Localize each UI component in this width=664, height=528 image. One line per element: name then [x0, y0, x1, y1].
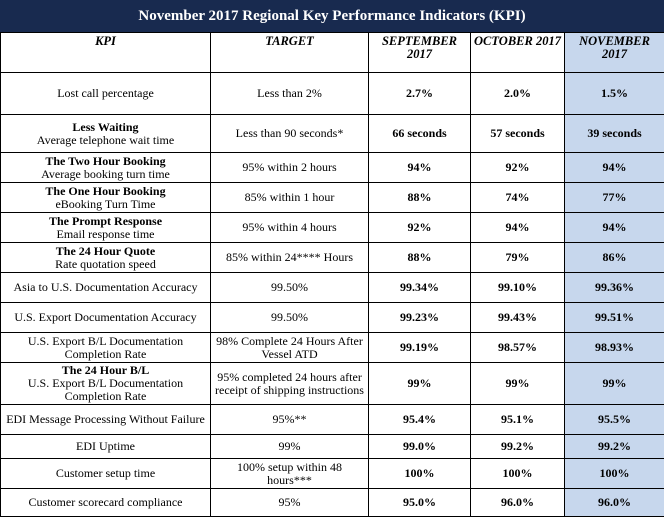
- kpi-title: Less Waiting: [72, 119, 139, 134]
- november-cell: 39 seconds: [565, 115, 664, 153]
- kpi-title: The 24 Hour B/L: [61, 363, 150, 377]
- kpi-description: Customer setup time: [55, 466, 156, 480]
- november-cell: 98.93%: [565, 333, 664, 363]
- kpi-description: Customer scorecard compliance: [28, 495, 183, 509]
- november-cell: 86%: [565, 243, 664, 273]
- october-cell: 92%: [471, 153, 565, 183]
- kpi-description: Average telephone wait time: [36, 132, 175, 147]
- table-row: [1, 405, 664, 435]
- october-cell: 99%: [471, 363, 565, 405]
- october-cell: 95.1%: [471, 405, 565, 435]
- kpi-title: The Two Hour Booking: [45, 153, 166, 168]
- table-row: [1, 183, 664, 213]
- october-cell: 99.2%: [471, 435, 565, 459]
- november-cell: 1.5%: [565, 73, 664, 115]
- table-row: [1, 73, 664, 115]
- november-cell: 99.2%: [565, 435, 664, 459]
- target-cell: Less than 90 seconds*: [211, 115, 369, 153]
- october-cell: 98.57%: [471, 333, 565, 363]
- november-cell: 100%: [565, 459, 664, 489]
- september-cell: 99.23%: [369, 303, 471, 333]
- kpi-cell: [1, 273, 211, 303]
- target-cell: 95%**: [211, 405, 369, 435]
- november-cell: 94%: [565, 153, 664, 183]
- target-cell: 95% within 2 hours: [211, 153, 369, 183]
- september-cell: 99.19%: [369, 333, 471, 363]
- kpi-description: Email response time: [56, 226, 155, 241]
- report-title: November 2017 Regional Key Performance Indicators (KPI): [0, 0, 664, 33]
- target-cell: 99.50%: [211, 273, 369, 303]
- header-target: TARGET: [211, 33, 369, 73]
- kpi-cell: [1, 183, 211, 213]
- kpi-description: EDI Uptime: [76, 439, 135, 453]
- november-cell: 77%: [565, 183, 664, 213]
- september-cell: 99.34%: [369, 273, 471, 303]
- header-row: [1, 33, 664, 73]
- kpi-cell: [1, 153, 211, 183]
- kpi-description: U.S. Export B/L Documentation Completion Rate: [27, 376, 184, 403]
- september-cell: 94%: [369, 153, 471, 183]
- september-cell: 95.0%: [369, 489, 471, 517]
- table-row: [1, 213, 664, 243]
- target-cell: 99.50%: [211, 303, 369, 333]
- september-cell: 88%: [369, 243, 471, 273]
- target-cell: 85% within 24**** Hours: [211, 243, 369, 273]
- kpi-cell: [1, 213, 211, 243]
- kpi-description: eBooking Turn Time: [55, 196, 156, 211]
- september-cell: 99%: [369, 363, 471, 405]
- table-row: [1, 435, 664, 459]
- kpi-description: Average booking turn time: [41, 166, 170, 181]
- kpi-title: The Prompt Response: [48, 213, 163, 228]
- kpi-cell: [1, 363, 211, 405]
- kpi-table: [0, 32, 664, 517]
- september-cell: 66 seconds: [369, 115, 471, 153]
- kpi-description: Lost call percentage: [57, 86, 154, 100]
- november-cell: 99%: [565, 363, 664, 405]
- header-november: NOVEMBER 2017: [565, 33, 664, 73]
- header-kpi: KPI: [1, 33, 211, 73]
- october-cell: 96.0%: [471, 489, 565, 517]
- target-cell: 85% within 1 hour: [211, 183, 369, 213]
- table-row: [1, 243, 664, 273]
- target-cell: 95%: [211, 489, 369, 517]
- kpi-cell: [1, 459, 211, 489]
- october-cell: 2.0%: [471, 73, 565, 115]
- november-cell: 96.0%: [565, 489, 664, 517]
- table-row: [1, 333, 664, 363]
- september-cell: 88%: [369, 183, 471, 213]
- target-cell: 98% Complete 24 Hours After Vessel ATD: [211, 333, 369, 363]
- kpi-cell: [1, 243, 211, 273]
- october-cell: 99.43%: [471, 303, 565, 333]
- kpi-cell: [1, 333, 211, 363]
- september-cell: 99.0%: [369, 435, 471, 459]
- target-cell: 95% completed 24 hours after receipt of shipping instructions: [211, 363, 369, 405]
- kpi-cell: [1, 405, 211, 435]
- october-cell: 74%: [471, 183, 565, 213]
- september-cell: 92%: [369, 213, 471, 243]
- table-row: [1, 153, 664, 183]
- september-cell: 95.4%: [369, 405, 471, 435]
- november-cell: 94%: [565, 213, 664, 243]
- target-cell: 95% within 4 hours: [211, 213, 369, 243]
- november-cell: 99.36%: [565, 273, 664, 303]
- october-cell: 100%: [471, 459, 565, 489]
- target-cell: 100% setup within 48 hours***: [211, 459, 369, 489]
- kpi-description: Rate quotation speed: [55, 256, 156, 271]
- october-cell: 94%: [471, 213, 565, 243]
- table-row: [1, 489, 664, 517]
- table-row: [1, 459, 664, 489]
- kpi-cell: [1, 73, 211, 115]
- october-cell: 79%: [471, 243, 565, 273]
- kpi-table-body: [1, 73, 664, 517]
- kpi-description: U.S. Export Documentation Accuracy: [14, 310, 197, 324]
- table-row: [1, 363, 664, 405]
- kpi-cell: [1, 435, 211, 459]
- kpi-cell: [1, 489, 211, 517]
- target-cell: 99%: [211, 435, 369, 459]
- header-october: OCTOBER 2017: [471, 33, 565, 73]
- november-cell: 95.5%: [565, 405, 664, 435]
- kpi-cell: [1, 303, 211, 333]
- october-cell: 99.10%: [471, 273, 565, 303]
- september-cell: 100%: [369, 459, 471, 489]
- target-cell: Less than 2%: [211, 73, 369, 115]
- header-september: SEPTEMBER 2017: [369, 33, 471, 73]
- table-row: [1, 273, 664, 303]
- kpi-description: Asia to U.S. Documentation Accuracy: [13, 280, 198, 294]
- kpi-description: EDI Message Processing Without Failure: [6, 412, 205, 426]
- table-row: [1, 115, 664, 153]
- table-row: [1, 303, 664, 333]
- kpi-cell: [1, 115, 211, 153]
- kpi-title: The One Hour Booking: [45, 183, 166, 198]
- kpi-title: The 24 Hour Quote: [55, 243, 156, 258]
- kpi-description: U.S. Export B/L Documentation Completion Rate: [27, 333, 184, 361]
- november-cell: 99.51%: [565, 303, 664, 333]
- october-cell: 57 seconds: [471, 115, 565, 153]
- september-cell: 2.7%: [369, 73, 471, 115]
